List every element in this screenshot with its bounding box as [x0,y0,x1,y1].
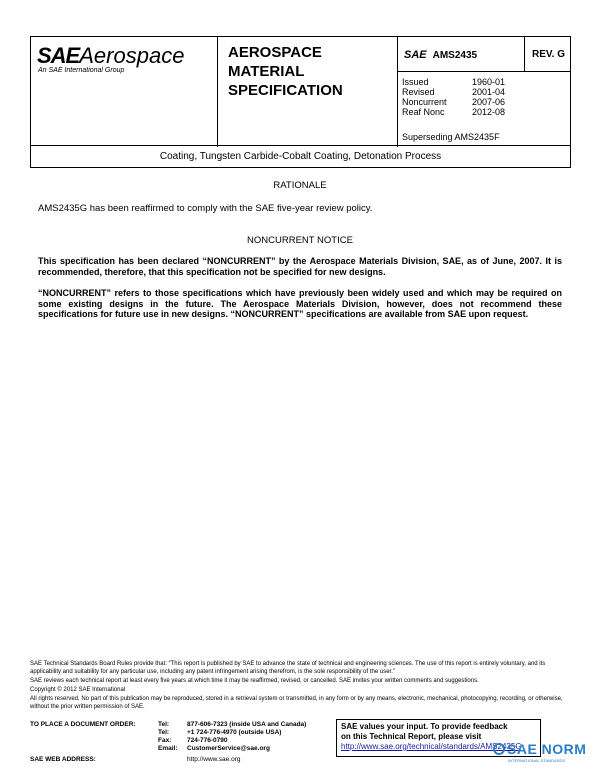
email-address: CustomerService@sae.org [187,745,270,752]
revision-label: REV. G [532,49,565,60]
doc-number-cell [398,37,525,72]
noncurrent-paragraph-1: This specification has been declared “NONCURRENT” by the Aerospace Materials Division, SAE, as of June, 2007. It is recommended, therefore, that this specification not be specified for new designs. [38,256,562,277]
feedback-box: SAE values your input. To provide feedback on this Technical Report, please visit http://www.sae.org/technical/standards/AMS2435G [336,719,541,757]
spec-header [30,36,571,146]
document-type-title: AEROSPACE MATERIAL SPECIFICATION [228,44,343,99]
noncurrent-heading: NONCURRENT NOTICE [247,235,353,246]
order-label: TO PLACE A DOCUMENT ORDER: [30,721,136,728]
rationale-text: AMS2435G has been reaffirmed to comply with the SAE five-year review policy. [38,203,373,214]
document-subject: Coating, Tungsten Carbide-Cobalt Coating, Detonation Process [159,151,442,162]
order-info: TO PLACE A DOCUMENT ORDER: Tel: 877-606-7323 (inside USA and Canada) Tel: +1 724-776-4970 (outside USA) Fax: 724-776-0790 Email: CustomerService@sae.org [30,721,307,752]
logo-tagline: An SAE International Group [38,67,125,74]
revision-cell [525,37,571,72]
sae-norm-watermark: SAE NORM [493,741,586,757]
logo-cell [31,37,218,147]
feedback-link[interactable]: http://www.sae.org/technical/standards/AMS2435G [341,742,522,751]
legal-footer [30,660,571,712]
footer-copyright: Copyright © 2012 SAE International [30,687,126,693]
logo-name: Aerospace [79,43,185,68]
footer-review: SAE reviews each technical report at least every five years at which time it may be reaffirmed, revised, or cancelled. SAE invites your written comments and suggestions. [30,678,479,684]
footer-rights: All rights reserved. No part of this publication may be reproduced, stored in a retrieval system or transmitted, in any form or by any means, electronic, mechanical, photocopying, recording, or otherwise, without the prior written permission of SAE. [30,696,563,710]
phone-intl: +1 724-776-4970 (outside USA) [187,729,282,736]
rationale-heading: RATIONALE [273,180,327,191]
watermark-logo-icon [493,743,505,755]
sae-aerospace-logo [37,43,184,69]
logo-brand: SAE [37,43,80,68]
title-cell [218,37,398,147]
superseding-note: Superseding AMS2435F [402,132,500,142]
web-address-row [30,756,241,763]
dates-cell: Issued 1960-01 Revised 2001-04 Noncurrent 2007-06 Reaf Nonc 2012-08 Superseding AMS2435F [402,77,506,142]
web-link[interactable]: http://www.sae.org [187,756,241,763]
noncurrent-paragraph-2: “NONCURRENT” refers to those specifications which have previously been widely used and which may be required on some existing designs in the future. The Aerospace Materials Division, however, does not recommend these specifications for future use in new designs. “NONCURRENT” specifications are available from SAE upon request. [38,288,562,319]
web-label: SAE WEB ADDRESS: [30,756,96,763]
doc-number: AMS2435 [432,50,478,61]
phone-usa: 877-606-7323 (inside USA and Canada) [187,721,307,728]
watermark-subtitle: INTERNATIONAL STANDARDS [508,758,566,763]
subject-row [30,146,571,168]
sae-mark: SAE [404,49,427,61]
footer-rules: SAE Technical Standards Board Rules provide that: “This report is published by SAE to advance the state of technical and engineering sciences. The use of this report is entirely voluntary, and its applicability and suitability for any particular use, including any patent infringement arising therefrom, is the sole responsibility of the user.” [30,661,546,675]
fax-number: 724-776-0790 [187,737,228,744]
